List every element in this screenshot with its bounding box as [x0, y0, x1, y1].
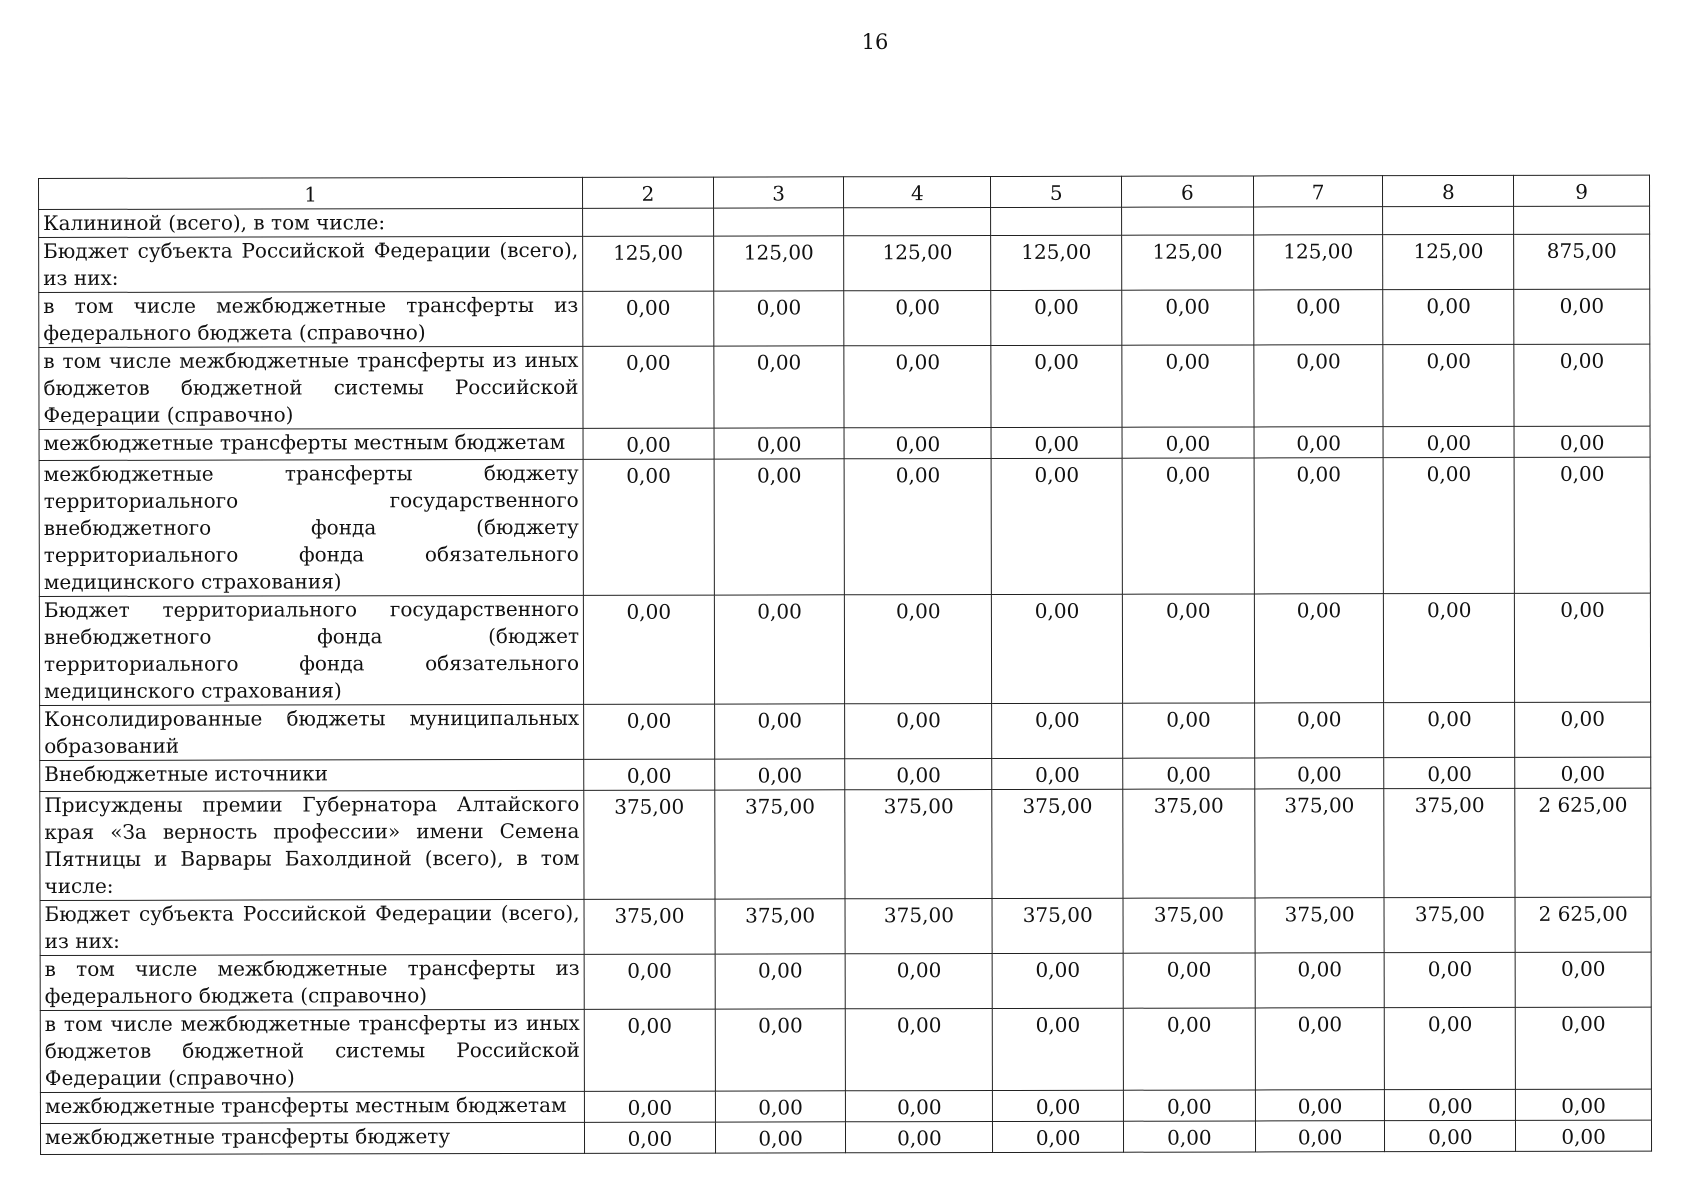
- column-header-row: [39, 175, 1650, 209]
- table-row: [40, 1007, 1651, 1092]
- value-cell: 0,00: [713, 291, 844, 346]
- value-cell: 0,00: [1253, 290, 1383, 345]
- value-cell: 125,00: [583, 236, 714, 291]
- row-label: межбюджетные трансферты бюджету: [40, 1122, 584, 1154]
- value-cell: 0,00: [991, 345, 1122, 427]
- value-cell: 0,00: [1514, 457, 1650, 593]
- value-cell: 0,00: [845, 704, 992, 759]
- value-cell: 0,00: [992, 594, 1123, 703]
- table-row: [40, 702, 1651, 760]
- table-row: [39, 206, 1650, 237]
- value-cell: 0,00: [583, 459, 714, 595]
- row-label: в том числе межбюджетные трансферты из иных бюджетов бюджетной системы Российской Федерации (справочно): [40, 1009, 584, 1092]
- table-row: [39, 457, 1650, 596]
- value-cell: 0,00: [1515, 593, 1651, 702]
- value-cell: 0,00: [846, 954, 993, 1009]
- value-cell: 2 625,00: [1515, 788, 1651, 897]
- column-header: 2: [583, 177, 714, 208]
- value-cell: [844, 208, 991, 236]
- column-header: 3: [713, 177, 844, 208]
- value-cell: 375,00: [1255, 789, 1385, 898]
- value-cell: 0,00: [845, 595, 992, 704]
- value-cell: [1253, 207, 1383, 235]
- column-header: 8: [1383, 175, 1514, 206]
- row-label: Бюджет субъекта Российской Федерации (всего), из них:: [40, 899, 584, 955]
- value-cell: [713, 208, 844, 236]
- row-label: Внебюджетные источники: [40, 759, 584, 791]
- value-cell: 0,00: [1515, 702, 1651, 757]
- row-label: межбюджетные трансферты местным бюджетам: [39, 428, 583, 460]
- table-row: [39, 426, 1650, 460]
- value-cell: [583, 208, 714, 236]
- value-cell: 0,00: [844, 428, 991, 459]
- value-cell: 0,00: [1515, 952, 1651, 1007]
- value-cell: 875,00: [1514, 234, 1650, 289]
- table-row: [40, 952, 1651, 1010]
- value-cell: 0,00: [583, 428, 714, 459]
- value-cell: 0,00: [714, 759, 845, 790]
- value-cell: 0,00: [714, 704, 845, 759]
- value-cell: 375,00: [584, 790, 715, 899]
- value-cell: 0,00: [845, 759, 992, 790]
- value-cell: 0,00: [1385, 1007, 1516, 1089]
- value-cell: 375,00: [715, 899, 846, 954]
- value-cell: 125,00: [1253, 235, 1383, 290]
- table-row: [40, 1120, 1651, 1154]
- row-label: Калининой (всего), в том числе:: [39, 208, 583, 237]
- row-label: Бюджет территориального государственного внебюджетного фонда (бюджет территориального фонда обязательного медицинского страхования): [39, 595, 583, 705]
- value-cell: 0,00: [714, 595, 845, 704]
- value-cell: 125,00: [1122, 235, 1254, 290]
- value-cell: 0,00: [584, 1009, 715, 1091]
- value-cell: 375,00: [992, 789, 1123, 898]
- value-cell: 375,00: [992, 898, 1123, 953]
- column-header: 7: [1253, 176, 1383, 207]
- column-header: 9: [1514, 175, 1650, 206]
- value-cell: 125,00: [713, 236, 844, 291]
- value-cell: 0,00: [991, 458, 1122, 594]
- value-cell: 0,00: [1254, 345, 1384, 427]
- value-cell: 0,00: [1255, 1121, 1385, 1152]
- column-header: 4: [844, 177, 991, 208]
- value-cell: 0,00: [844, 291, 991, 346]
- value-cell: 375,00: [1384, 897, 1515, 952]
- value-cell: 0,00: [584, 1091, 715, 1122]
- value-cell: 0,00: [993, 1008, 1124, 1090]
- row-label: Консолидированные бюджеты муниципальных образований: [40, 704, 584, 760]
- table-row: [39, 593, 1650, 705]
- value-cell: 0,00: [1383, 289, 1514, 344]
- value-cell: 0,00: [1122, 458, 1254, 594]
- value-cell: 0,00: [1384, 757, 1515, 788]
- value-cell: 125,00: [844, 236, 991, 291]
- value-cell: 0,00: [1123, 953, 1255, 1008]
- value-cell: 0,00: [844, 346, 991, 428]
- value-cell: 0,00: [1383, 426, 1514, 457]
- value-cell: 0,00: [1254, 703, 1384, 758]
- value-cell: 0,00: [1254, 427, 1384, 458]
- value-cell: 375,00: [1123, 789, 1255, 898]
- value-cell: 0,00: [1255, 1008, 1385, 1090]
- value-cell: 0,00: [584, 704, 715, 759]
- value-cell: 0,00: [715, 954, 846, 1009]
- table-row: [40, 757, 1651, 791]
- row-label: в том числе межбюджетные трансферты из иных бюджетов бюджетной системы Российской Федерации (справочно): [39, 346, 583, 429]
- value-cell: [1383, 206, 1514, 234]
- value-cell: 0,00: [715, 1091, 846, 1122]
- value-cell: 0,00: [584, 759, 715, 790]
- value-cell: 0,00: [714, 428, 845, 459]
- value-cell: [991, 207, 1122, 235]
- value-cell: 375,00: [845, 899, 992, 954]
- value-cell: 0,00: [1255, 1090, 1385, 1121]
- row-label: межбюджетные трансферты бюджету территориального государственного внебюджетного фонда (бюджету территориального фонда обязательного медицинского страхования): [39, 459, 583, 596]
- column-header: 1: [39, 177, 583, 209]
- value-cell: 0,00: [991, 427, 1122, 458]
- value-cell: 0,00: [1384, 593, 1515, 702]
- table-row: [39, 234, 1650, 292]
- value-cell: 0,00: [1123, 1121, 1255, 1152]
- value-cell: [1514, 206, 1650, 234]
- value-cell: 375,00: [1255, 898, 1385, 953]
- value-cell: 0,00: [1122, 594, 1254, 703]
- value-cell: 375,00: [715, 790, 846, 899]
- column-header: 5: [991, 176, 1122, 207]
- value-cell: 0,00: [1254, 758, 1384, 789]
- value-cell: 0,00: [1515, 757, 1651, 788]
- table-row: [39, 289, 1650, 347]
- row-label: в том числе межбюджетные трансферты из федерального бюджета (справочно): [39, 291, 583, 347]
- budget-table: [38, 175, 1652, 1155]
- value-cell: 0,00: [1254, 458, 1384, 594]
- value-cell: 0,00: [1385, 1089, 1516, 1120]
- value-cell: 0,00: [846, 1091, 993, 1122]
- value-cell: 0,00: [1123, 1008, 1255, 1090]
- value-cell: 0,00: [583, 595, 714, 704]
- value-cell: 0,00: [846, 1122, 993, 1153]
- value-cell: 125,00: [991, 235, 1122, 290]
- value-cell: 0,00: [1516, 1120, 1652, 1151]
- row-label: межбюджетные трансферты местным бюджетам: [40, 1091, 584, 1123]
- value-cell: 0,00: [992, 953, 1123, 1008]
- page-number: 16: [861, 30, 889, 54]
- value-cell: 0,00: [1122, 427, 1254, 458]
- value-cell: 0,00: [1514, 289, 1650, 344]
- value-cell: 0,00: [1385, 952, 1516, 1007]
- value-cell: 0,00: [1383, 344, 1514, 426]
- value-cell: 0,00: [1122, 290, 1254, 345]
- value-cell: 375,00: [584, 899, 715, 954]
- value-cell: 0,00: [993, 1090, 1124, 1121]
- value-cell: 0,00: [1254, 594, 1384, 703]
- value-cell: 375,00: [1384, 788, 1515, 897]
- value-cell: 0,00: [1515, 1007, 1651, 1089]
- table-row: [40, 1089, 1651, 1123]
- value-cell: 0,00: [1514, 426, 1650, 457]
- value-cell: 2 625,00: [1515, 897, 1651, 952]
- row-label: Бюджет субъекта Российской Федерации (всего), из них:: [39, 236, 583, 292]
- value-cell: 0,00: [845, 459, 992, 595]
- value-cell: 0,00: [1516, 1089, 1652, 1120]
- value-cell: 0,00: [1384, 702, 1515, 757]
- value-cell: 0,00: [846, 1009, 993, 1091]
- row-label: в том числе межбюджетные трансферты из федерального бюджета (справочно): [40, 954, 584, 1010]
- value-cell: 0,00: [584, 954, 715, 1009]
- table-row: [40, 788, 1651, 900]
- value-cell: 0,00: [1123, 758, 1255, 789]
- value-cell: 0,00: [1514, 344, 1650, 426]
- value-cell: 0,00: [1384, 457, 1515, 593]
- value-cell: 0,00: [1123, 703, 1255, 758]
- value-cell: 375,00: [1123, 898, 1255, 953]
- value-cell: 0,00: [583, 346, 714, 428]
- row-label: Присуждены премии Губернатора Алтайского края «За верность профессии» имени Семена Пятницы и Варвары Бахолдиной (всего), в том числе:: [40, 790, 584, 900]
- table-body: [39, 175, 1652, 1154]
- value-cell: 0,00: [583, 291, 714, 346]
- value-cell: [1122, 207, 1254, 235]
- column-header: 6: [1121, 176, 1253, 207]
- value-cell: 0,00: [992, 758, 1123, 789]
- value-cell: 375,00: [845, 790, 992, 899]
- value-cell: 0,00: [714, 346, 845, 428]
- value-cell: 0,00: [585, 1122, 716, 1153]
- value-cell: 0,00: [1123, 1090, 1255, 1121]
- value-cell: 0,00: [993, 1121, 1124, 1152]
- value-cell: 0,00: [1385, 1120, 1516, 1151]
- value-cell: 0,00: [715, 1009, 846, 1091]
- value-cell: 0,00: [992, 703, 1123, 758]
- value-cell: 0,00: [1122, 345, 1254, 427]
- value-cell: 0,00: [714, 459, 845, 595]
- table-row: [39, 344, 1650, 429]
- value-cell: 0,00: [991, 290, 1122, 345]
- value-cell: 125,00: [1383, 234, 1514, 289]
- table-row: [40, 897, 1651, 955]
- value-cell: 0,00: [715, 1122, 846, 1153]
- value-cell: 0,00: [1255, 953, 1385, 1008]
